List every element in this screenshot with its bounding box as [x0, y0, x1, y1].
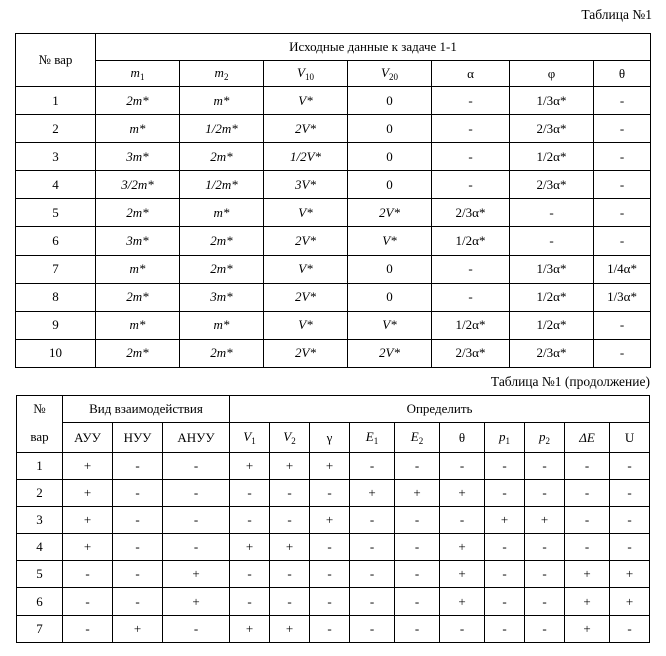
table-cell: +	[63, 480, 113, 507]
table-cell: -	[113, 588, 163, 615]
column-header-symbol: φ	[547, 65, 556, 81]
column-header-subscript: 2	[223, 72, 229, 82]
table1-caption: Таблица №1	[581, 7, 652, 22]
table-cell: 0	[348, 115, 432, 143]
variant-number-cell: 9	[16, 311, 96, 339]
table-cell: -	[230, 561, 270, 588]
table-cell: -	[63, 615, 113, 642]
table-cell: -	[485, 561, 525, 588]
table-cell: m*	[96, 115, 180, 143]
table-cell: -	[163, 480, 230, 507]
table-cell: -	[350, 534, 395, 561]
group-header-interaction: Вид взаимодействия	[63, 396, 230, 423]
table-cell: -	[113, 480, 163, 507]
table-cell: 2m*	[180, 227, 264, 255]
table-cell: -	[230, 507, 270, 534]
table-cell: -	[270, 561, 310, 588]
table-cell: V*	[264, 255, 348, 283]
variant-number-cell: 6	[16, 227, 96, 255]
column-header-subscript: 2	[418, 436, 424, 446]
column-header-symbol: АНУУ	[177, 429, 215, 445]
variant-number-cell: 10	[16, 339, 96, 367]
table-cell: 1/3α*	[594, 283, 651, 311]
table-cell: 2m*	[96, 87, 180, 115]
column-header-symbol: E	[410, 429, 419, 444]
table-row	[16, 115, 651, 143]
table-cell: 1/2α*	[510, 283, 594, 311]
column-header-subscript: 1	[139, 72, 145, 82]
table-cell: 0	[348, 283, 432, 311]
table-row	[17, 615, 650, 642]
table-cell: -	[432, 171, 510, 199]
column-header-symbol: θ	[618, 65, 626, 81]
column-header-symbol: V	[297, 65, 305, 80]
column-header	[432, 61, 510, 87]
column-header	[395, 423, 440, 453]
table-cell: -	[113, 534, 163, 561]
table-cell: V*	[348, 311, 432, 339]
variant-number-cell: 7	[17, 615, 63, 642]
variant-number-cell: 4	[17, 534, 63, 561]
table-cell: 2m*	[96, 283, 180, 311]
table-cell: -	[395, 453, 440, 480]
table-row	[16, 87, 651, 115]
table-row	[16, 227, 651, 255]
table-row	[16, 283, 651, 311]
variant-number-cell: 8	[16, 283, 96, 311]
table-cell: -	[432, 283, 510, 311]
table-row	[16, 199, 651, 227]
table-cell: +	[440, 588, 485, 615]
table-cell: -	[525, 480, 565, 507]
table-cell: -	[432, 143, 510, 171]
column-header-symbol: p	[539, 429, 546, 444]
table-cell: -	[310, 588, 350, 615]
table-cell: -	[113, 561, 163, 588]
table-cell: -	[230, 480, 270, 507]
table-cell: -	[63, 588, 113, 615]
variant-number-cell: 3	[16, 143, 96, 171]
table-cell: +	[230, 534, 270, 561]
variant-number-cell: 5	[17, 561, 63, 588]
table-cell: +	[440, 534, 485, 561]
table-cell: -	[113, 453, 163, 480]
table-cell: 1/2V*	[264, 143, 348, 171]
table-cell: V*	[348, 227, 432, 255]
table-cell: -	[594, 311, 651, 339]
table-cell: +	[610, 588, 650, 615]
table-cell: -	[610, 453, 650, 480]
group-header: Исходные данные к задаче 1-1	[96, 34, 651, 61]
variant-number-cell: 3	[17, 507, 63, 534]
table-cell: -	[270, 588, 310, 615]
table-cell: m*	[96, 311, 180, 339]
table-cell: 1/2α*	[510, 311, 594, 339]
column-header-symbol: ΔE	[579, 429, 595, 445]
table-row	[16, 171, 651, 199]
table-cell: -	[485, 480, 525, 507]
table-cell: -	[610, 507, 650, 534]
column-header	[594, 61, 651, 87]
table-cell: -	[395, 534, 440, 561]
table2-caption: Таблица №1 (продолжение)	[490, 374, 650, 389]
table-row	[17, 507, 650, 534]
table-row	[17, 453, 650, 480]
table-cell: +	[350, 480, 395, 507]
column-header-symbol: p	[499, 429, 506, 444]
variant-header: № вар	[16, 34, 96, 87]
table-cell: -	[485, 615, 525, 642]
column-header-symbol: V	[243, 429, 252, 444]
table-cell: 1/2α*	[432, 227, 510, 255]
column-header	[348, 61, 432, 87]
table-cell: 1/2m*	[180, 115, 264, 143]
table-cell: 3m*	[180, 283, 264, 311]
table-cell: -	[565, 480, 610, 507]
table-cell: -	[395, 507, 440, 534]
variant-number-cell: 2	[16, 115, 96, 143]
table-cell: -	[525, 453, 565, 480]
table-cell: -	[525, 561, 565, 588]
column-header-symbol: θ	[458, 429, 466, 445]
table-cell: V*	[264, 87, 348, 115]
table-cell: -	[565, 534, 610, 561]
table-cell: +	[113, 615, 163, 642]
column-header	[310, 423, 350, 453]
column-header	[63, 423, 113, 453]
table-cell: -	[485, 588, 525, 615]
table-cell: -	[163, 507, 230, 534]
variant-number-cell: 1	[17, 453, 63, 480]
table-cell: 2V*	[348, 199, 432, 227]
table-cell: -	[310, 561, 350, 588]
column-header-subscript: 1	[505, 436, 511, 446]
table-cell: -	[594, 115, 651, 143]
table-cell: -	[163, 453, 230, 480]
column-header-symbol: m	[130, 65, 140, 80]
variant-number-cell: 7	[16, 255, 96, 283]
column-header	[440, 423, 485, 453]
table-cell: +	[565, 561, 610, 588]
table-cell: 2/3α*	[432, 339, 510, 367]
table2-continuation	[16, 395, 650, 643]
column-header-subscript: 10	[304, 72, 314, 82]
variant-number-cell: 6	[17, 588, 63, 615]
table-cell: -	[350, 507, 395, 534]
table-cell: -	[440, 507, 485, 534]
table-cell: -	[163, 534, 230, 561]
table-cell: +	[610, 561, 650, 588]
table-cell: +	[525, 507, 565, 534]
table-cell: 2V*	[348, 339, 432, 367]
column-header-symbol: E	[365, 429, 374, 444]
table-cell: 2/3α*	[432, 199, 510, 227]
table-cell: -	[594, 199, 651, 227]
table-cell: +	[440, 561, 485, 588]
table-cell: m*	[180, 199, 264, 227]
table-cell: 2m*	[180, 255, 264, 283]
table-cell: +	[485, 507, 525, 534]
table-cell: -	[350, 453, 395, 480]
table-cell: 2/3α*	[510, 115, 594, 143]
table-cell: 2V*	[264, 283, 348, 311]
table-cell: 2m*	[180, 143, 264, 171]
column-header-subscript: 2	[545, 436, 551, 446]
table-cell: -	[163, 615, 230, 642]
table-cell: -	[270, 480, 310, 507]
table-cell: 0	[348, 255, 432, 283]
table-cell: -	[510, 227, 594, 255]
column-header-symbol: m	[214, 65, 224, 80]
column-header	[610, 423, 650, 453]
table-cell: 2m*	[180, 339, 264, 367]
table-cell: +	[163, 588, 230, 615]
table-cell: -	[395, 561, 440, 588]
table-cell: +	[63, 507, 113, 534]
table-cell: 1/3α*	[510, 87, 594, 115]
table-cell: 2m*	[96, 199, 180, 227]
table-cell: m*	[96, 255, 180, 283]
table-row	[16, 255, 651, 283]
table-cell: -	[350, 588, 395, 615]
table-cell: -	[113, 507, 163, 534]
table-cell: m*	[180, 311, 264, 339]
table1-initial-data	[15, 33, 651, 368]
column-header	[350, 423, 395, 453]
column-header	[180, 61, 264, 87]
table-cell: 1/2α*	[432, 311, 510, 339]
table-row	[17, 561, 650, 588]
column-header	[163, 423, 230, 453]
table-cell: +	[310, 453, 350, 480]
table-cell: -	[230, 588, 270, 615]
column-header-subscript: 2	[291, 436, 296, 446]
table-cell: +	[310, 507, 350, 534]
column-header-symbol: АУУ	[74, 429, 101, 445]
table-cell: 1/4α*	[594, 255, 651, 283]
variant-number-cell: 5	[16, 199, 96, 227]
table-cell: 2/3α*	[510, 171, 594, 199]
table-cell: V*	[264, 199, 348, 227]
column-header-subscript: 1	[373, 436, 379, 446]
table-cell: 3m*	[96, 227, 180, 255]
table-cell: -	[594, 143, 651, 171]
table-cell: -	[350, 561, 395, 588]
table-row	[17, 588, 650, 615]
table-cell: -	[610, 480, 650, 507]
table-cell: -	[395, 588, 440, 615]
column-header-symbol: НУУ	[123, 429, 152, 445]
table-cell: -	[565, 507, 610, 534]
column-header-subscript: 20	[388, 72, 398, 82]
table-cell: -	[310, 615, 350, 642]
table-cell: +	[270, 615, 310, 642]
column-header-symbol: V	[381, 65, 389, 80]
column-header-symbol: γ	[326, 429, 333, 445]
table-cell: 2m*	[96, 339, 180, 367]
table-cell: -	[485, 453, 525, 480]
column-header	[230, 423, 270, 453]
table-cell: -	[510, 199, 594, 227]
column-header	[510, 61, 594, 87]
table-cell: -	[395, 615, 440, 642]
column-header	[565, 423, 610, 453]
table-cell: -	[610, 615, 650, 642]
table-cell: +	[395, 480, 440, 507]
table-cell: 3m*	[96, 143, 180, 171]
table-row	[16, 311, 651, 339]
table-cell: -	[594, 87, 651, 115]
table-cell: 2V*	[264, 339, 348, 367]
table-row	[17, 534, 650, 561]
table-cell: -	[485, 534, 525, 561]
table-cell: +	[270, 534, 310, 561]
table-cell: +	[440, 480, 485, 507]
column-header-symbol: α	[467, 65, 474, 81]
column-header	[270, 423, 310, 453]
table-cell: 2/3α*	[510, 339, 594, 367]
table-cell: -	[63, 561, 113, 588]
table-cell: -	[432, 115, 510, 143]
variant-number-cell: 1	[16, 87, 96, 115]
table-cell: -	[525, 534, 565, 561]
table-cell: 2V*	[264, 115, 348, 143]
table-cell: +	[230, 615, 270, 642]
table-cell: -	[270, 507, 310, 534]
table-cell: 3V*	[264, 171, 348, 199]
column-header-subscript: 1	[251, 436, 256, 446]
table-cell: V*	[264, 311, 348, 339]
column-header	[96, 61, 180, 87]
table-row	[16, 339, 651, 367]
table-cell: +	[565, 615, 610, 642]
table-cell: -	[594, 339, 651, 367]
variant-number-cell: 4	[16, 171, 96, 199]
variant-header-top: №	[17, 396, 63, 423]
table-cell: -	[350, 615, 395, 642]
table-cell: +	[63, 534, 113, 561]
table-cell: -	[610, 534, 650, 561]
column-header	[113, 423, 163, 453]
table-cell: +	[163, 561, 230, 588]
table-cell: +	[270, 453, 310, 480]
table-cell: -	[432, 87, 510, 115]
table-cell: -	[440, 615, 485, 642]
table-cell: -	[565, 453, 610, 480]
table-cell: -	[310, 480, 350, 507]
table-cell: -	[432, 255, 510, 283]
column-header-symbol: V	[283, 429, 292, 444]
table-row	[16, 143, 651, 171]
column-header	[264, 61, 348, 87]
table-cell: -	[440, 453, 485, 480]
column-header	[525, 423, 565, 453]
table-cell: -	[525, 588, 565, 615]
table-cell: 2V*	[264, 227, 348, 255]
table-cell: +	[63, 453, 113, 480]
table-cell: +	[230, 453, 270, 480]
table-cell: -	[594, 171, 651, 199]
table-cell: -	[594, 227, 651, 255]
table-cell: 3/2m*	[96, 171, 180, 199]
variant-header-bottom: вар	[17, 423, 63, 453]
group-header-determine: Определить	[230, 396, 650, 423]
table-cell: +	[565, 588, 610, 615]
table-cell: 0	[348, 143, 432, 171]
table-cell: 0	[348, 171, 432, 199]
variant-number-cell: 2	[17, 480, 63, 507]
column-header	[485, 423, 525, 453]
table-row	[17, 480, 650, 507]
table-cell: 1/2m*	[180, 171, 264, 199]
column-header-symbol: U	[624, 429, 635, 445]
table-cell: -	[525, 615, 565, 642]
table-cell: 0	[348, 87, 432, 115]
table-cell: m*	[180, 87, 264, 115]
table-cell: 1/3α*	[510, 255, 594, 283]
table-cell: 1/2α*	[510, 143, 594, 171]
table-cell: -	[310, 534, 350, 561]
